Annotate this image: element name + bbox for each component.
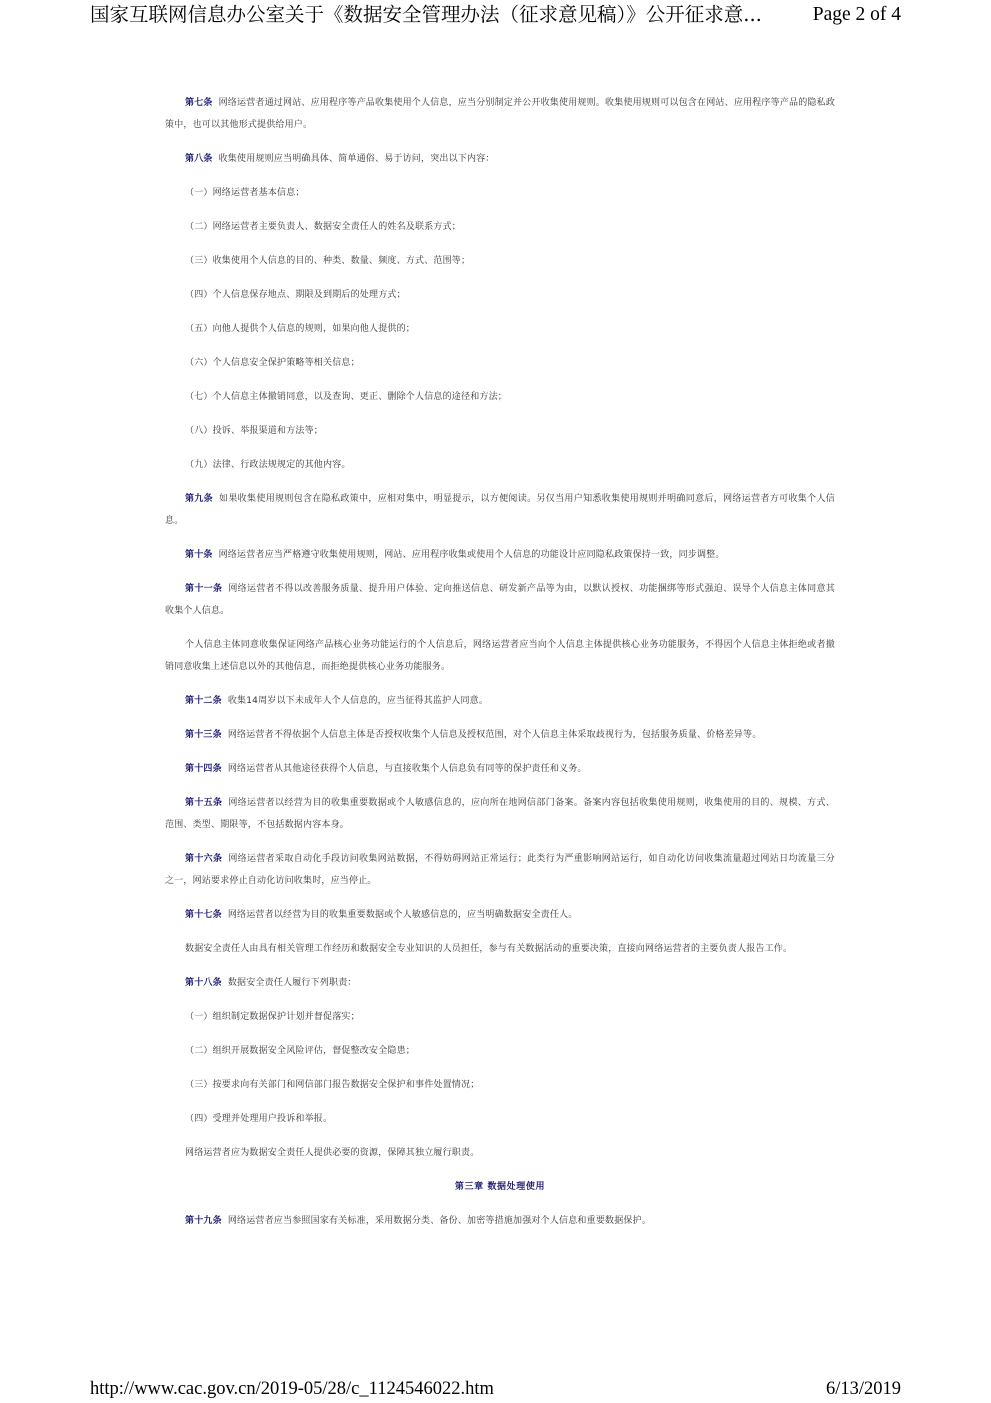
body-paragraph: 网络运营者应为数据安全责任人提供必要的资源，保障其独立履行职责。 (185, 1148, 480, 1158)
list-item: （四）个人信息保存地点、期限及到期后的处理方式； (185, 290, 406, 300)
list-item: （四）受理并处理用户投诉和举报。 (185, 1114, 333, 1124)
list-item: （二）组织开展数据安全风险评估，督促整改安全隐患； (185, 1046, 416, 1056)
article-text: 收集14周岁以下未成年人个人信息的，应当征得其监护人同意。 (227, 696, 489, 706)
document-title: 国家互联网信息办公室关于《数据安全管理办法（征求意见稿）》公开征求意... (90, 3, 762, 26)
article-paragraph (165, 848, 835, 892)
article-number: 第九条 (185, 494, 214, 504)
article-number: 第十三条 (185, 730, 222, 740)
article-paragraph (165, 690, 835, 712)
list-item: （三）收集使用个人信息的目的、种类、数量、频度、方式、范围等； (185, 256, 471, 266)
article-paragraph (165, 792, 835, 836)
article-paragraph (165, 1210, 835, 1232)
article-paragraph (165, 544, 835, 566)
list-item: （八）投诉、举报渠道和方法等； (185, 426, 324, 436)
article-paragraph (165, 758, 835, 780)
article-text: 网络运营者通过网站、应用程序等产品收集使用个人信息，应当分别制定并公开收集使用规则。收集使用规则可以包含在网站、应用程序等产品的隐私政策中，也可以其他形式提供给用户。 (165, 98, 836, 130)
article-paragraph (165, 148, 835, 170)
article-paragraph (165, 488, 835, 532)
print-date: 6/13/2019 (825, 1379, 901, 1399)
body-paragraph: 数据安全责任人由具有相关管理工作经历和数据安全专业知识的人员担任，参与有关数据活动的重要决策，直接向网络运营者的主要负责人报告工作。 (185, 944, 793, 954)
page-header (0, 0, 991, 34)
article-text: 网络运营者以经营为目的收集重要数据或个人敏感信息的，应向所在地网信部门备案。备案内容包括收集使用规则，收集使用的目的、规模、方式、范围、类型、期限等，不包括数据内容本身。 (165, 798, 835, 830)
article-text: 如果收集使用规则包含在隐私政策中，应相对集中，明显提示，以方便阅读。另仅当用户知悉收集使用规则并明确同意后，网络运营者方可收集个人信息。 (165, 494, 835, 526)
article-number: 第七条 (185, 98, 213, 108)
list-item: （二）网络运营者主要负责人、数据安全责任人的姓名及联系方式； (185, 222, 462, 232)
article-number: 第八条 (185, 154, 213, 164)
article-text: 网络运营者以经营为目的收集重要数据或个人敏感信息的，应当明确数据安全责任人。 (227, 910, 578, 920)
article-number: 第十二条 (185, 696, 222, 706)
chapter-heading: 第三章 数据处理使用 (454, 1182, 546, 1192)
article-number: 第十八条 (185, 978, 222, 988)
article-paragraph (165, 904, 835, 926)
article-text: 网络运营者采取自动化手段访问收集网站数据，不得妨碍网站正常运行；此类行为严重影响网站运行，如自动化访问收集流量超过网站日均流量三分之一，网站要求停止自动化访问收集时，应当停止。 (165, 854, 835, 886)
article-number: 第十条 (185, 550, 213, 560)
article-number: 第十四条 (185, 764, 222, 774)
article-paragraph (165, 972, 835, 994)
article-number: 第十九条 (185, 1216, 222, 1226)
list-item: （七）个人信息主体撤销同意，以及查询、更正、删除个人信息的途径和方法； (185, 392, 508, 402)
page-footer (0, 1376, 991, 1402)
article-text: 网络运营者不得依据个人信息主体是否授权收集个人信息及授权范围，对个人信息主体采取歧视行为，包括服务质量、价格差异等。 (227, 730, 762, 740)
article-paragraph (165, 92, 835, 136)
article-paragraph (165, 724, 835, 746)
article-number: 第十一条 (185, 584, 223, 594)
source-url[interactable]: http://www.cac.gov.cn/2019-05/28/c_1124546022.htm (90, 1379, 494, 1399)
page-number: Page 2 of 4 (812, 4, 901, 25)
list-item: （六）个人信息安全保护策略等相关信息； (185, 358, 360, 368)
article-text: 网络运营者不得以改善服务质量、提升用户体验、定向推送信息、研发新产品等为由，以默认授权、功能捆绑等形式强迫、误导个人信息主体同意其收集个人信息。 (165, 584, 835, 616)
body-paragraph: 个人信息主体同意收集保证网络产品核心业务功能运行的个人信息后，网络运营者应当向个人信息主体提供核心业务功能服务，不得因个人信息主体拒绝或者撤销同意收集上述信息以外的其他信息，而拒绝提供核心业务功能服务。 (165, 640, 835, 672)
article-text: 收集使用规则应当明确具体、简单通俗、易于访问，突出以下内容： (218, 154, 495, 164)
article-text: 网络运营者应当参照国家有关标准，采用数据分类、备份、加密等措施加强对个人信息和重要数据保护。 (227, 1216, 652, 1226)
article-number: 第十六条 (185, 854, 223, 864)
list-item: （九）法律、行政法规规定的其他内容。 (185, 460, 351, 470)
list-item: （三）按要求向有关部门和网信部门报告数据安全保护和事件处置情况； (185, 1080, 480, 1090)
article-number: 第十七条 (185, 910, 222, 920)
article-number: 第十五条 (185, 798, 223, 808)
list-item: （一）网络运营者基本信息； (185, 188, 305, 198)
list-item: （一）组织制定数据保护计划并督促落实； (185, 1012, 360, 1022)
article-text: 数据安全责任人履行下列职责： (227, 978, 357, 988)
list-item: （五）向他人提供个人信息的规则，如果向他人提供的； (185, 324, 416, 334)
article-text: 网络运营者从其他途径获得个人信息，与直接收集个人信息负有同等的保护责任和义务。 (227, 764, 587, 774)
article-paragraph (165, 578, 835, 622)
document-body (165, 92, 835, 1244)
article-text: 网络运营者应当严格遵守收集使用规则，网站、应用程序收集或使用个人信息的功能设计应同隐私政策保持一致，同步调整。 (218, 550, 725, 560)
